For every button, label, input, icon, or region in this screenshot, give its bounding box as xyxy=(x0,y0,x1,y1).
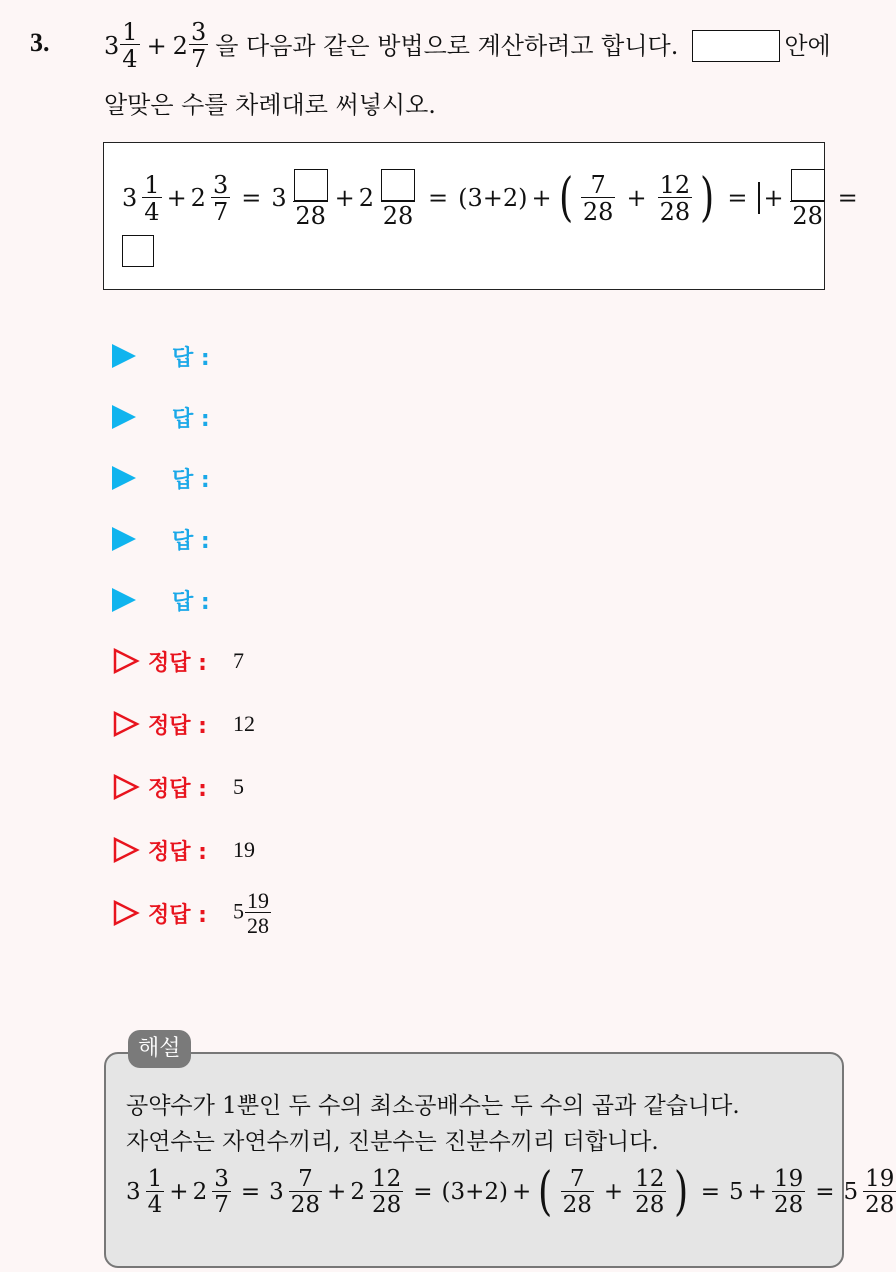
mixed-num: 19 xyxy=(246,887,269,913)
eq-fraction-7 xyxy=(789,169,827,228)
eq-paren-open: ( xyxy=(558,168,573,228)
eq-fraction-2 xyxy=(211,170,230,226)
correct-value: 7 xyxy=(232,648,244,673)
question-text-1: 을 다음과 같은 방법으로 계산하려고 합니다. xyxy=(215,31,679,60)
q-den-2: 7 xyxy=(190,45,207,73)
ex-equals-4: = xyxy=(815,1179,835,1205)
outline-triangle-icon xyxy=(112,899,140,927)
eq-fraction-4 xyxy=(379,169,417,228)
ex-num-8: 19 xyxy=(865,1165,895,1192)
eq-den-5: 28 xyxy=(582,197,614,226)
answer-row-3[interactable] xyxy=(112,460,210,496)
eq-num-1: 1 xyxy=(144,170,160,199)
eq-equals-3: = xyxy=(727,184,748,212)
equation-line-2 xyxy=(122,235,808,267)
answer-label: 답 : xyxy=(172,345,210,371)
eq-whole-4: 2 xyxy=(358,184,375,212)
answer-label: 답 : xyxy=(172,528,210,554)
ex-fraction-4 xyxy=(370,1165,403,1218)
explanation-equation xyxy=(126,1162,895,1222)
eq-den-3: 28 xyxy=(295,201,326,230)
ex-den-4: 28 xyxy=(371,1191,402,1218)
correct-value-mixed xyxy=(232,887,272,938)
ex-whole-7: 5 xyxy=(729,1179,744,1205)
ex-fraction-2 xyxy=(212,1165,231,1218)
ex-num-6: 12 xyxy=(635,1165,665,1192)
answer-row-5[interactable] xyxy=(112,582,210,618)
ex-den-1: 4 xyxy=(147,1191,163,1218)
eq-plus-4: + xyxy=(626,184,647,212)
play-arrow-icon xyxy=(112,344,136,368)
q-fraction-2 xyxy=(189,20,208,71)
q-num-2: 3 xyxy=(190,18,207,46)
eq-blank-num-2[interactable] xyxy=(379,169,417,201)
eq-equals-1: = xyxy=(241,184,262,212)
correct-row-3 xyxy=(112,767,244,807)
eq-whole-2: 2 xyxy=(190,184,206,212)
ex-whole-1: 3 xyxy=(126,1179,141,1205)
eq-den-6: 28 xyxy=(659,197,691,226)
outline-triangle-icon xyxy=(112,647,140,675)
ex-whole-4: 2 xyxy=(350,1179,365,1205)
answer-row-4[interactable] xyxy=(112,521,210,557)
question-number: 3. xyxy=(30,28,50,57)
ex-paren-close: ) xyxy=(674,1162,689,1222)
eq-equals-2: = xyxy=(428,184,449,212)
eq-num-6: 12 xyxy=(659,170,691,199)
ex-num-7: 19 xyxy=(773,1165,804,1192)
q-plus: + xyxy=(146,31,167,60)
play-arrow-icon xyxy=(112,527,136,551)
answer-label: 답 : xyxy=(172,467,210,493)
play-arrow-icon xyxy=(112,466,136,490)
eq-whole-3: 3 xyxy=(271,184,287,212)
ex-whole-8: 5 xyxy=(843,1179,859,1205)
eq-paren-close: ) xyxy=(700,168,715,228)
answer-row-1[interactable] xyxy=(112,338,210,374)
ex-den-3: 28 xyxy=(290,1191,321,1218)
eq-equals-4: = xyxy=(837,184,858,212)
equation-line xyxy=(122,163,858,233)
ex-plus-2: + xyxy=(327,1179,347,1205)
eq-fraction-1 xyxy=(142,170,161,226)
ex-den-2: 7 xyxy=(214,1191,229,1218)
ex-fraction-6 xyxy=(633,1165,666,1218)
correct-row-1 xyxy=(112,641,244,681)
eq-group: (3+2) xyxy=(458,184,528,212)
ex-den-6: 28 xyxy=(635,1191,665,1218)
explanation-box xyxy=(104,1052,895,1268)
outline-triangle-icon xyxy=(112,773,140,801)
eq-plus-1: + xyxy=(166,184,187,212)
correct-value: 5 xyxy=(232,774,244,799)
correct-value: 19 xyxy=(232,837,255,862)
eq-fraction-5 xyxy=(581,170,616,226)
eq-blank-num-3[interactable] xyxy=(789,169,827,201)
eq-blank-num-1[interactable] xyxy=(292,169,330,201)
question-text-1b: 안에 xyxy=(784,31,831,60)
eq-fraction-3 xyxy=(292,169,330,228)
eq-plus-2: + xyxy=(334,184,355,212)
ex-fraction-5 xyxy=(561,1165,594,1218)
ex-fraction-7 xyxy=(772,1165,805,1218)
eq-plus-5: + xyxy=(763,184,784,212)
ex-num-2: 3 xyxy=(214,1165,229,1192)
outline-triangle-icon xyxy=(112,710,140,738)
eq-blank-final[interactable] xyxy=(122,235,154,267)
answer-label: 답 : xyxy=(172,589,210,615)
correct-value: 12 xyxy=(232,711,255,736)
outline-triangle-icon xyxy=(112,836,140,864)
ex-equals-1: = xyxy=(240,1179,261,1205)
ex-num-1: 1 xyxy=(147,1165,163,1192)
ex-den-7: 28 xyxy=(773,1191,804,1218)
correct-label: 정답 : xyxy=(148,776,207,802)
correct-label: 정답 : xyxy=(148,713,207,739)
equation-box xyxy=(103,142,858,290)
ex-plus-1: + xyxy=(169,1179,189,1205)
eq-plus-3: + xyxy=(531,184,552,212)
mixed-den: 28 xyxy=(246,912,269,938)
ex-den-8: 28 xyxy=(865,1191,895,1218)
explanation-tag: 해설 xyxy=(128,1030,191,1068)
ex-plus-4: + xyxy=(603,1179,624,1205)
ex-plus-3: + xyxy=(512,1179,532,1205)
play-arrow-icon xyxy=(112,405,136,429)
correct-row-2 xyxy=(112,704,255,744)
q-whole-1: 3 xyxy=(104,31,120,60)
explanation-line-1: 공약수가 1뿐인 두 수의 최소공배수는 두 수의 곱과 같습니다. xyxy=(126,1093,740,1119)
q-num-1: 1 xyxy=(122,18,138,46)
ex-num-3: 7 xyxy=(298,1165,313,1192)
play-arrow-icon xyxy=(112,588,136,612)
ex-whole-2: 2 xyxy=(192,1179,208,1205)
ex-num-5: 7 xyxy=(569,1165,585,1192)
eq-den-2: 7 xyxy=(212,197,229,226)
ex-equals-2: = xyxy=(413,1179,433,1205)
ex-group: (3+2) xyxy=(441,1179,509,1205)
correct-label: 정답 : xyxy=(148,839,207,865)
question-text xyxy=(104,20,874,121)
explanation-line-2: 자연수는 자연수끼리, 진분수는 진분수끼리 더합니다. xyxy=(126,1129,659,1155)
eq-num-2: 3 xyxy=(212,170,229,199)
correct-row-5 xyxy=(112,887,272,938)
answer-row-2[interactable] xyxy=(112,399,210,435)
ex-den-5: 28 xyxy=(562,1191,592,1218)
ex-fraction-1 xyxy=(146,1165,165,1218)
q-fraction-1 xyxy=(120,20,139,71)
ex-plus-5: + xyxy=(747,1179,767,1205)
eq-fraction-6 xyxy=(658,170,693,226)
eq-den-1: 4 xyxy=(144,197,160,226)
eq-blank-whole[interactable] xyxy=(758,182,760,214)
correct-row-4 xyxy=(112,830,255,870)
eq-den-4: 28 xyxy=(382,201,414,230)
q-whole-2: 2 xyxy=(172,31,188,60)
ex-whole-3: 3 xyxy=(269,1179,284,1205)
ex-num-4: 12 xyxy=(371,1165,402,1192)
question-line-1 xyxy=(104,20,874,71)
ex-fraction-3 xyxy=(289,1165,322,1218)
question-text-2: 알맞은 수를 차례대로 써넣시오. xyxy=(104,91,436,119)
q-den-1: 4 xyxy=(122,45,138,73)
ex-equals-3: = xyxy=(700,1179,721,1205)
correct-label: 정답 : xyxy=(148,650,207,676)
mixed-fraction xyxy=(245,887,271,938)
eq-num-5: 7 xyxy=(590,170,606,199)
eq-whole-1: 3 xyxy=(122,184,138,212)
ex-paren-open: ( xyxy=(538,1162,553,1222)
blank-box-example xyxy=(692,30,780,62)
correct-label: 정답 : xyxy=(148,902,207,928)
eq-den-7: 28 xyxy=(792,201,823,230)
ex-fraction-8 xyxy=(863,1165,896,1218)
answer-label: 답 : xyxy=(172,406,210,432)
mixed-whole: 5 xyxy=(232,898,244,924)
